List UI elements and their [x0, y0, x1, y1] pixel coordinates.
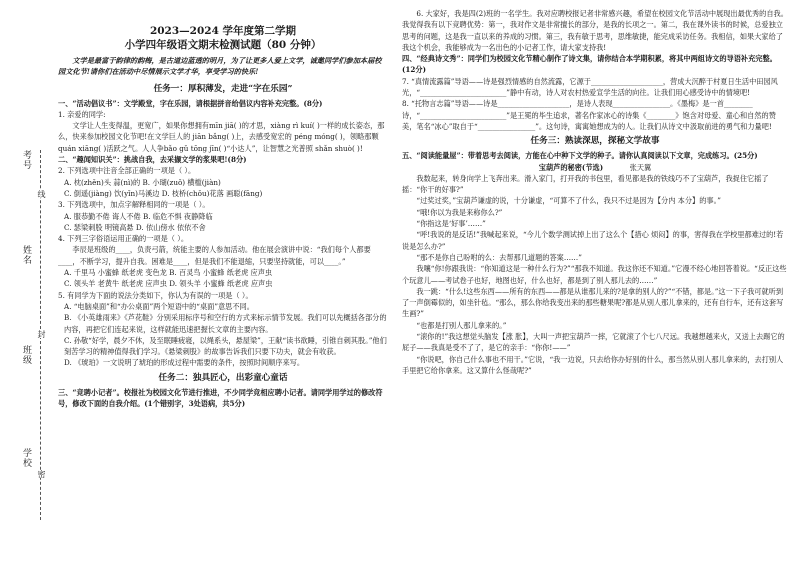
- section3-title: 三、“竞聘小记者”。校报社为校园文化节进行推进，不少同学竞相应聘小记者。请同学用学过的修改符号，修改下面的自我介绍。(1个错别字，3处语病，共5分): [58, 387, 383, 409]
- question-8: 8. “托物言志篇”导语——诗是____________________，是诗人表现________________。《墨梅》是一首________诗，“________________________”是王冕的毕生追求，著名作家冰心的诗集《________》饱含对母爱、童心和自然的赞美，笔名“冰心”取自于“________________”。这句诗，寓寓她想成为的人。让我们从诗文中汲取前进的勇气和力量吧!: [402, 99, 776, 131]
- seal-mark-secret: 密: [37, 470, 46, 478]
- q4-options-2: C. 领头羊 老黄牛 纸老虎 应声虫 D. 领头羊 小蜜蜂 纸老虎 应声虫: [64, 279, 273, 289]
- name-label: 姓名: [21, 245, 31, 265]
- story-paragraph: 我数起来，转身向学上飞奔出来。滑入家门，打开我的书包里，看见都是我的铁线巧不了宝葫芦，我捉住它摇了摇：“你干的好事?”: [402, 173, 769, 195]
- q5-option-b: B. 《小英雄雨来》《芦花鞋》分别采用标序号和空行的方式来标示情节发展。我们可以先概括各部分的内容，再把它们连起来说，这样就能迅速把握长文章的主要内容。: [64, 313, 387, 334]
- class-label: 班级: [21, 345, 31, 365]
- exam-title: 小学四年级语文期末检测试题（80 分钟）: [124, 39, 322, 51]
- story-paragraph: “那不是你自己吩咐的么：去帮那几道题的答案……”: [416, 252, 582, 262]
- q5-option-d: D. 《琥珀》一文说明了琥珀的形成过程中需要的条件，按照时间顺序来写。: [64, 358, 305, 368]
- story-paragraph: “你指这是‘好事’……”: [416, 219, 486, 229]
- q2-options-2: C. 倒遥(jiàng) 饮(yǐn)马溪边 D. 枝桥(chǒu)花落 画聪(fāng): [64, 188, 263, 198]
- question-4: 4. 下列三字俗语运用正确的一项是（ ）。: [58, 234, 189, 244]
- section2-title: 二、“趣闻知识关”：挑战自我，去采撷文学的浆果吧!(8分): [58, 155, 247, 165]
- left-column: [58, 8, 388, 409]
- story-paragraph: “哦!你以为我是来称你么?”: [416, 207, 503, 217]
- story-title: 宝葫芦的秘密(节选): [538, 162, 604, 172]
- intro-paragraph: 文学是最富于韵律的韵梅，是古道边蓝透的明月，为了让更多人爱上文学，诚邀同学们参加本届校园文化节!请你们在活动中尽情展示文学才华，享受学习的快乐!: [58, 56, 382, 77]
- task1-heading: 任务一：厚积薄发，走进“字在乐园”: [153, 83, 293, 94]
- right-column: [402, 8, 788, 376]
- q5-option-a: A. “电脑桌面”和“办公桌面”两个短语中的“桌面”意思不同。: [64, 301, 254, 311]
- s1-line-1: 1. 亲爱的同学:: [58, 109, 106, 119]
- school-label: 学校: [21, 448, 31, 468]
- task3-heading: 任务三：熟读深思，探秘文学故事: [530, 136, 660, 147]
- question-2: 2. 下列选项中注音全部正确的一项是（ ）。: [58, 166, 196, 176]
- q3-options-1: A. 服恭勤不倦 诲人不倦 B. 临危不惧 夜静降临: [64, 211, 213, 221]
- seal-mark-seal: 封: [37, 330, 46, 338]
- story-paragraph: “呼!我说的是反话!”我喊起来说，“今儿个数学测试掉上出了这么个【措心 烦闷】的事，害得我在学校里都难过的!若说是怎么办?”: [402, 230, 784, 251]
- story-paragraph: “也都是打别人那儿拿来的。”: [416, 320, 507, 330]
- story-paragraph: 我一跳：“什么!这些东西——所有的东西——都是从谁那儿来的?是拿的别人的?”“不错，都是。”这一下子我可就听到了一声倒霉似的，如坐针毡。“那么，那么你给我变出来的那些糖果呢?都是从别人那儿拿来的，还有自行车，还有这套写生画?”: [402, 286, 784, 319]
- story-paragraph: 我嚷“你!你跟我说：“你知道这是一种什么行为?”“那我不知道。我这你还不知道。”它漫不经心地回答着说。“反正这些个玩意儿——考试卷子也好，地图也好，什么也好，都是到了别人那儿去的……”: [402, 264, 787, 285]
- story-paragraph: “滚你的!”我这想觉头脑发【涨 胀】，大叫一声把宝葫芦一摔，它就滚了个七八尺远。我越想越来火，又送上去踢它的屁子——我真是受不了了，是它的亲手：“你你!——”: [402, 332, 785, 353]
- q4-options-1: A. 千里马 小蜜蜂 纸老虎 变色龙 B. 百灵鸟 小蜜蜂 纸老虎 应声虫: [64, 268, 273, 278]
- q2-options-1: A. 枕(zhěn)头 蒜(nì)的 B. 小瑚(zuǒ) 横槛(jiàn): [64, 177, 221, 187]
- seal-mark-line: 线: [37, 190, 46, 198]
- paragraph-6: 6. 大家好，我是四(2)班的一名学生。我对应聘校报记者非常感兴趣，希望在校园文化节活动中展现出最优秀的自我。我觉得我有以下竞聘优势：第一，我对作文是非常擅长的部分，是我的长项之一。第二，我在课外读书的时候，总爱独立思考的问题，这是我一直以来的养成的习惯。第三，我有敏于思考，思维敏捷，能完成采访任务。我相信，如果大家给了我这个机会，我能够成为一名出色的小记者工作，请大家支持我!: [402, 9, 788, 52]
- section5-title: 五、“阅读能量屋”：带着思考去阅读，方能在心中种下文学的种子。请你认真阅读以下文章，完成练习。(25分): [402, 151, 758, 161]
- section4-title: 四、“经典诗文秀”：同学们为校园文化节精心制作了诗文集，请你结合本学期积累，将其中两组诗文的导语补充完整。(12分): [402, 54, 777, 75]
- binding-margin: [0, 0, 52, 561]
- q3-options-2: C. 瑟梁刺股 明镜高悬 D. 依山傍水 依依不舍: [64, 222, 206, 232]
- exam-no-label: 考号: [21, 150, 31, 170]
- question-5: 5. 有同学为下面的说法分类如下，你认为有误的一项是（ ）。: [58, 290, 253, 300]
- task2-heading: 任务二：独具匠心，出彩童心童话: [158, 372, 288, 383]
- story-paragraph: “过奖过奖，”宝葫芦谦虚的说，十分谦虚，“可算不了什么，我只不过是因为【分内 本分】的事。”: [416, 196, 721, 206]
- story-paragraph: “你说吧，你自己什么事也不用干。”它说，“我一边说，只去给你办好别的什么，那当然从别人那儿拿来的，去打别人手里把它给你拿来。这又算什么怪哉呢?”: [402, 354, 784, 375]
- q5-option-c: C. 孙敬“好学，晨夕不休，及至眠睡疲寝，以绳系头，悬屋梁”，王献“读书欲睡，引锥自刺其股。”他们刻苦学习的精神值得我们学习。《悬梁刺股》的故事告诉我们只要下功夫，就会有收获。: [64, 335, 387, 357]
- exam-term-title: 2023—2024 学年度第二学期: [149, 25, 297, 37]
- section1-title: 一、“活动倡议书”：文学殿堂，字在乐园，请根据拼音给倡议内容补充完整。(8分): [58, 98, 323, 108]
- question-3: 3. 下列选项中，加点字解释相同的一项是（ ）。: [58, 200, 210, 210]
- s1-line-2: 文学让人生变得温，更宽广，如果你想拥有mīn jiā( )的才思，xiàng rì kuí( )一样的成长姿态，那么，快来参加校园文化节吧!在文学巨人的 jiān bǎng( )上，去感受宽宏的 péng móng( )，领略那颗 quán xiāng( )活跃之气。人人争bǎo gǔ tōng jīn( )“小达人”，让智慧之光普照 shǎn shuò( )!: [58, 121, 385, 153]
- story-heading: [402, 162, 788, 173]
- q4-text: 李辰是班级的____，负责弓箭，统能主要的人参加活动。他在展会演讲中说：“我们每个人都要____，不断学习，提升自我。困难是____，但是我们不能退缩，只要坚持就能，可以____。”: [58, 245, 371, 266]
- question-7: 7. “真情流露篇”导语——诗是强烈情感的自然流露，它源于____________________，营成大沉醉于村夏日生活中田园风光，“________________________”静中有动，诗人对农村热爱宣学生活的向往。让我们用心感受诗中的情境吧!: [402, 76, 778, 98]
- story-author: 张天翼: [629, 162, 652, 172]
